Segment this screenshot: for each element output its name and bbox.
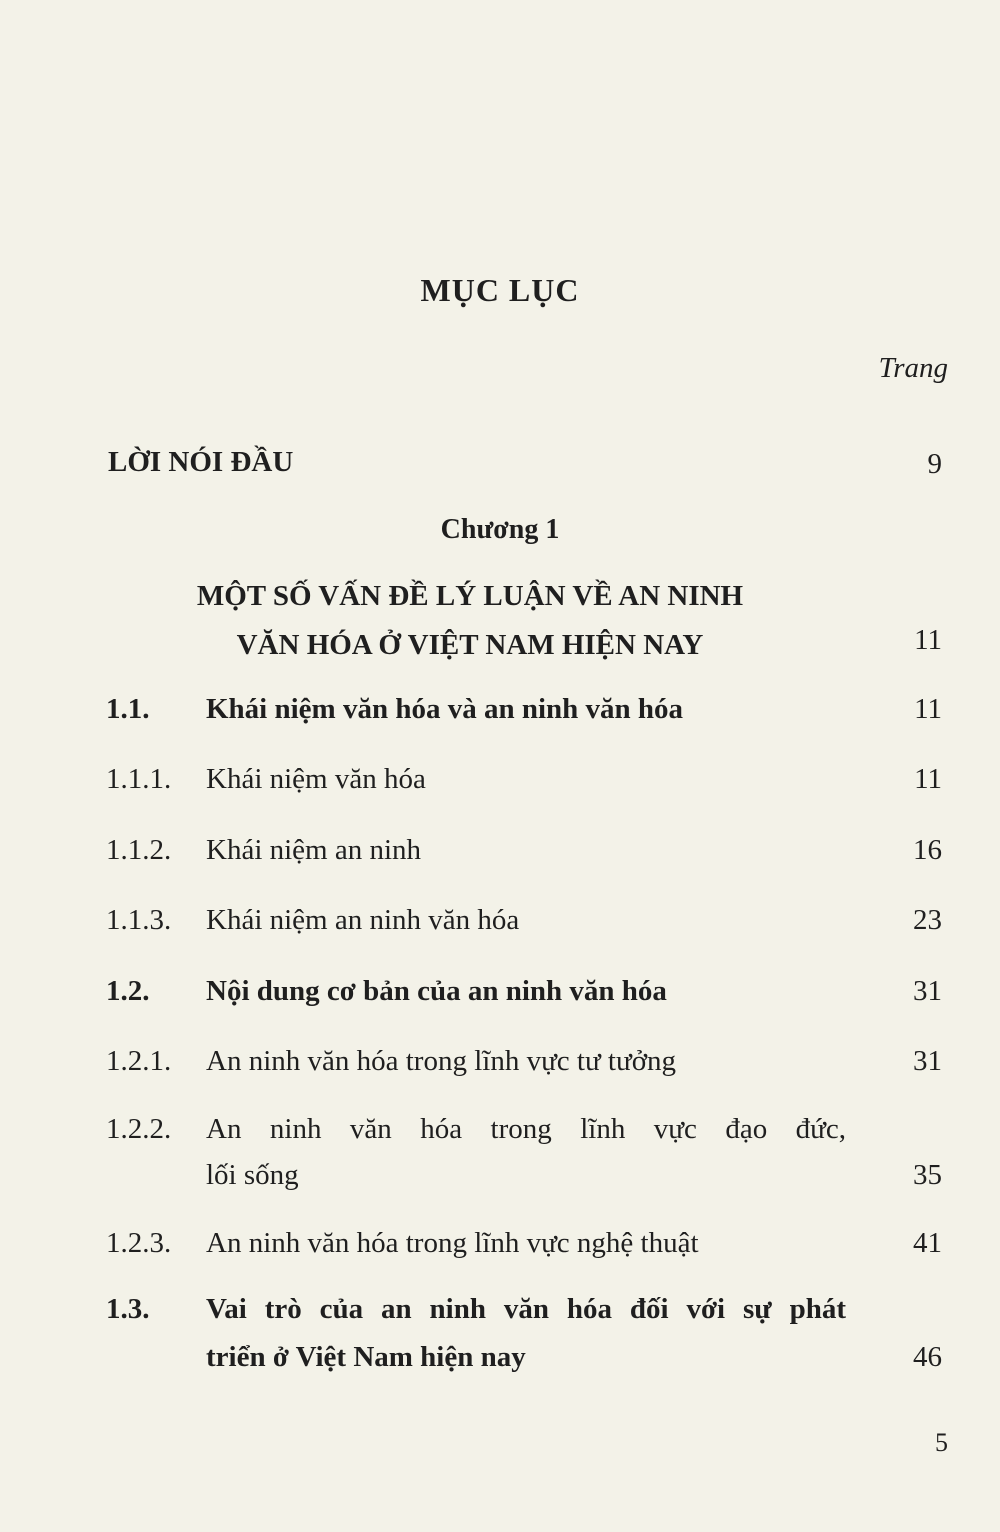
chapter-label: Chương 1 (440, 514, 560, 545)
entry-page: 11 (914, 763, 942, 795)
entry-number: 1.1. (106, 693, 150, 725)
chapter-page-number: 11 (914, 624, 942, 656)
entry-title-line-1: An ninh văn hóa trong lĩnh vực đạo đức, (206, 1113, 846, 1145)
entry-number: 1.2.1. (106, 1045, 172, 1077)
entry-page: 31 (913, 975, 942, 1007)
entry-number: 1.1.2. (106, 834, 172, 866)
entry-number: 1.2.3. (106, 1227, 172, 1259)
entry-page: 41 (913, 1227, 942, 1259)
entry-title: Khái niệm an ninh văn hóa (206, 904, 520, 936)
entry-title: Nội dung cơ bản của an ninh văn hóa (206, 975, 667, 1007)
entry-page: 11 (914, 693, 942, 725)
entry-page: 16 (913, 834, 942, 866)
preface-page-number: 9 (927, 448, 942, 480)
entry-title (206, 1286, 846, 1332)
page-column-label: Trang (878, 352, 948, 384)
entry-title-line-2: lối sống (206, 1159, 299, 1191)
entry-number: 1.1.1. (106, 763, 172, 795)
chapter-title (0, 572, 940, 670)
entry-page: 46 (913, 1341, 942, 1373)
chapter-title-line-1: MỘT SỐ VẤN ĐỀ LÝ LUẬN VỀ AN NINH (196, 580, 744, 612)
entry-number: 1.3. (106, 1293, 150, 1325)
entry-page: 31 (913, 1045, 942, 1077)
entry-title (206, 1106, 846, 1152)
entry-title-line-2: triển ở Việt Nam hiện nay (206, 1341, 526, 1373)
entry-title-line-1: Vai trò của an ninh văn hóa đối với sự phát (206, 1293, 846, 1325)
entry-number: 1.2.2. (106, 1113, 172, 1145)
entry-title: Khái niệm an ninh (206, 834, 422, 866)
folio-page-number: 5 (935, 1428, 948, 1457)
entry-number: 1.2. (106, 975, 150, 1007)
entry-number: 1.1.3. (106, 904, 172, 936)
entry-title: Khái niệm văn hóa và an ninh văn hóa (206, 693, 684, 725)
entry-page: 35 (913, 1159, 942, 1191)
preface-entry: LỜI NÓI ĐẦU (108, 446, 294, 478)
chapter-title-line-2: VĂN HÓA Ở VIỆT NAM HIỆN NAY (236, 629, 704, 661)
entry-title: An ninh văn hóa trong lĩnh vực tư tưởng (206, 1045, 677, 1077)
page-title: MỤC LỤC (420, 272, 580, 308)
entry-page: 23 (913, 904, 942, 936)
entry-title: An ninh văn hóa trong lĩnh vực nghệ thuật (206, 1227, 699, 1259)
entry-title: Khái niệm văn hóa (206, 763, 426, 795)
